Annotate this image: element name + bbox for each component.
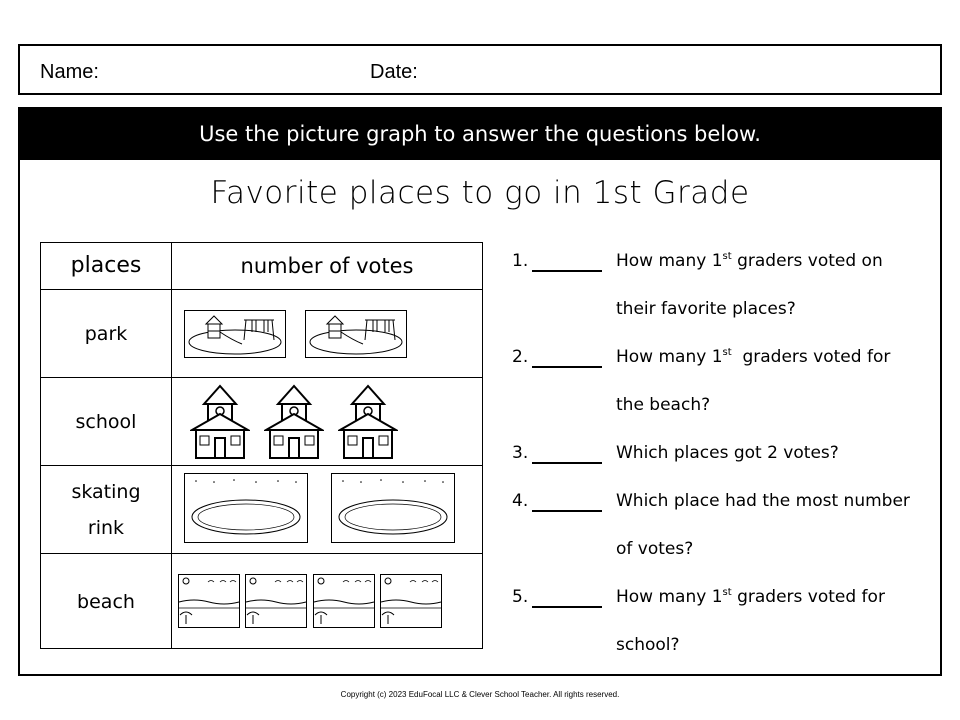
graph-row-school (41, 377, 482, 465)
places-header: places (70, 253, 142, 278)
skating-rink-icons (172, 466, 482, 553)
graph-row-park (41, 289, 482, 377)
question-number: 1. (512, 251, 529, 271)
question-number: 3. (512, 443, 529, 463)
question-text-line2: of votes? (616, 539, 694, 559)
beach-icon (245, 574, 307, 628)
name-date-box (18, 44, 942, 95)
worksheet-panel (18, 107, 942, 676)
answer-blank[interactable] (532, 366, 602, 368)
beach-icon (313, 574, 375, 628)
question-text-line2: their favorite places? (616, 299, 796, 319)
question-text: How many 1st graders voted on (616, 251, 883, 271)
graph-row-skating-rink (41, 465, 482, 553)
row-label-rink: rink (87, 516, 125, 539)
row-label-skating-rink (41, 466, 171, 553)
copyright-footer: Copyright (c) 2023 EduFocal LLC & Clever School Teacher. All rights reserved. (340, 690, 620, 699)
question-text: How many 1st graders voted for (616, 347, 891, 367)
question-number: 2. (512, 347, 529, 367)
schoolhouse-icon (338, 384, 398, 460)
schoolhouse-icon (264, 384, 324, 460)
date-label: Date: (370, 61, 418, 83)
graph-header-row (41, 243, 482, 289)
answer-blank[interactable] (532, 510, 602, 512)
question-text: Which places got 2 votes? (616, 443, 839, 463)
votes-header: number of votes (240, 254, 414, 278)
playground-icon (184, 310, 286, 358)
beach-icon (178, 574, 240, 628)
name-label: Name: (40, 61, 99, 83)
answer-blank[interactable] (532, 270, 602, 272)
question-text-line2: the beach? (616, 395, 711, 415)
school-icons (172, 378, 482, 465)
instruction-banner: Use the picture graph to answer the questions below. (20, 109, 940, 160)
schoolhouse-icon (190, 384, 250, 460)
skating-rink-icon (331, 473, 455, 543)
row-label-park: park (84, 322, 128, 345)
question-text: Which place had the most number (616, 491, 910, 511)
question-number: 5. (512, 587, 529, 607)
question-text: How many 1st graders voted for (616, 587, 885, 607)
picture-graph (40, 242, 483, 649)
row-label-school: school (75, 410, 137, 433)
question-text-line2: school? (616, 635, 680, 655)
skating-rink-icon (184, 473, 308, 543)
beach-icons (172, 554, 482, 649)
answer-blank[interactable] (532, 462, 602, 464)
graph-title: Favorite places to go in 1st Grade (210, 175, 750, 211)
question-number: 4. (512, 491, 529, 511)
park-icons (172, 290, 482, 377)
beach-icon (380, 574, 442, 628)
graph-row-beach (41, 553, 482, 649)
row-label-skating: skating (71, 480, 141, 503)
playground-icon (305, 310, 407, 358)
row-label-beach: beach (77, 590, 135, 613)
answer-blank[interactable] (532, 606, 602, 608)
